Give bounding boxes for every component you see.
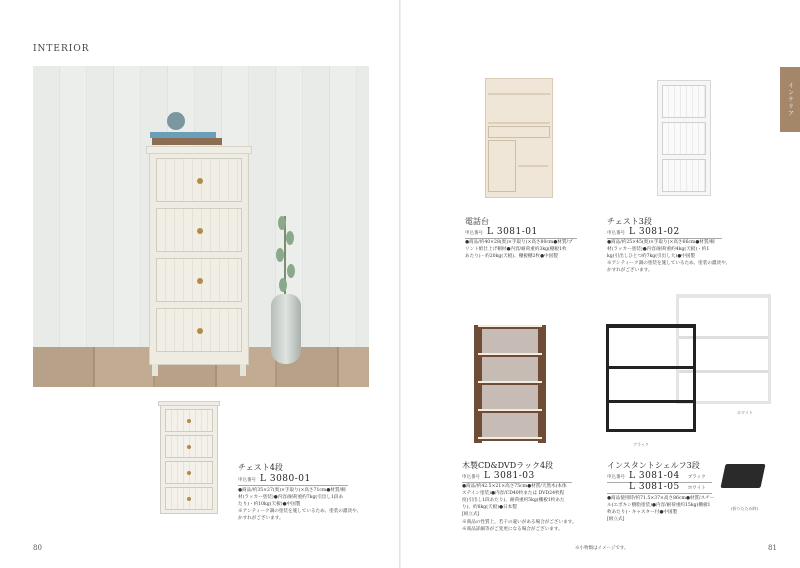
page-gutter xyxy=(399,0,401,568)
rack-title: 木製CD&DVDラック4段 xyxy=(462,461,554,470)
chest4-product-image xyxy=(160,404,218,514)
black-shelf-image xyxy=(606,324,696,432)
phone-spec: ●商品/約40×28(奥)×手取り)×高さ80cm●材質/プ リント紙仕上げ桐材●内容/耐荷重約3kg(棚板1枚 あたり)・約20kg(天板)、棚板棚2枚●中国製 xyxy=(465,240,573,260)
chest3-image xyxy=(657,80,711,196)
chest3-spec: ●商品/約25×45(奥)×手取り)×高さ66cm●材質/桐 材(ラッカー塗装)●内容/耐荷重約4kg(天板)・約1 kg(引出しひとつ約7kg(引出し大)●中国製 ※アンティーク調の塗装を施しているため、塗装の濃淡や、 かすれがございます。 xyxy=(607,240,731,274)
chest4-title: チェスト4段 xyxy=(238,463,283,472)
shelf-order-1: 申込番号 L 3081-04 ブラック xyxy=(607,471,712,483)
folded-label: (折りたたみ時) xyxy=(731,506,759,511)
chest3-code: L 3081-02 xyxy=(629,227,680,237)
cd-dvd-rack-image xyxy=(474,325,546,443)
page-number-right: 81 xyxy=(768,544,777,552)
chest4-order: 申込番号 L 3080-01 xyxy=(238,474,348,486)
white-label: ホワイト xyxy=(737,410,753,415)
rack-spec: ●商品/約42.5×21×高さ75cm●材質/天然木(本体 ステイン塗装)●内容/CD40枚または DVD24枚程 度(引出し1段あたり)、耐荷重約5kg(棚板1枚あた り)、約8kg(天板)●日本製 [組立式] ※商品の性質上、若干の違いがある場合がございます。 ※商品詳細等がご変更になる場合がございます。 xyxy=(462,484,577,532)
rack-code: L 3081-03 xyxy=(484,471,535,481)
phone-order: 申込番号 L 3081-01 xyxy=(465,227,577,239)
page-number-left: 80 xyxy=(33,544,42,552)
decor-ball xyxy=(167,112,185,130)
drawer xyxy=(156,258,242,302)
black-label: ブラック xyxy=(633,442,649,447)
chest3-order: 申込番号 L 3081-02 xyxy=(607,227,722,239)
category-tab[interactable]: インテリア xyxy=(780,67,800,132)
shelf-order-2: L 3081-05 ホワイト xyxy=(607,482,712,494)
phone-code: L 3081-01 xyxy=(487,227,538,237)
shelf-code-black: L 3081-04 xyxy=(629,471,680,481)
shelf-spec: ●商品使用時/約71.5×37×高さ86cm●材質/スチー ル(エポキシ樹脂塗装)●内容/耐荷重約15kg(棚板1 枚あたり)・キャスター付●中国製 [組立式] xyxy=(607,496,715,523)
drawer xyxy=(156,208,242,252)
chest3-title: チェスト3段 xyxy=(607,217,652,226)
main-room-photo xyxy=(33,66,369,387)
vase xyxy=(271,294,301,364)
phone-title: 電話台 xyxy=(465,217,489,226)
drawer xyxy=(156,308,242,352)
chest4-spec: ●商品/約35×27(奥)×手取り)×高さ71cm●材質/桐 材(ラッカー塗装)●内容/耐荷重約7kg(引出し1段あ たり)・約10kg(天板)●中国製 ※アンティーク調の塗装を施しているため、塗装の濃淡や、 かすれがございます。 xyxy=(238,488,362,522)
footer-note: ※小物類はイメージです。 xyxy=(575,546,629,551)
shelf-code-white: L 3081-05 xyxy=(629,482,680,492)
books xyxy=(150,132,220,146)
phone-stand-image xyxy=(485,78,553,198)
section-title: INTERIOR xyxy=(33,44,90,54)
rack-order: 申込番号 L 3081-03 xyxy=(462,471,572,483)
shelf-title: インスタントシェルフ3段 xyxy=(607,461,700,470)
chest4-code: L 3080-01 xyxy=(260,474,311,484)
drawer xyxy=(156,158,242,202)
photo-chest xyxy=(149,151,249,365)
folded-shelf-image xyxy=(720,464,765,488)
